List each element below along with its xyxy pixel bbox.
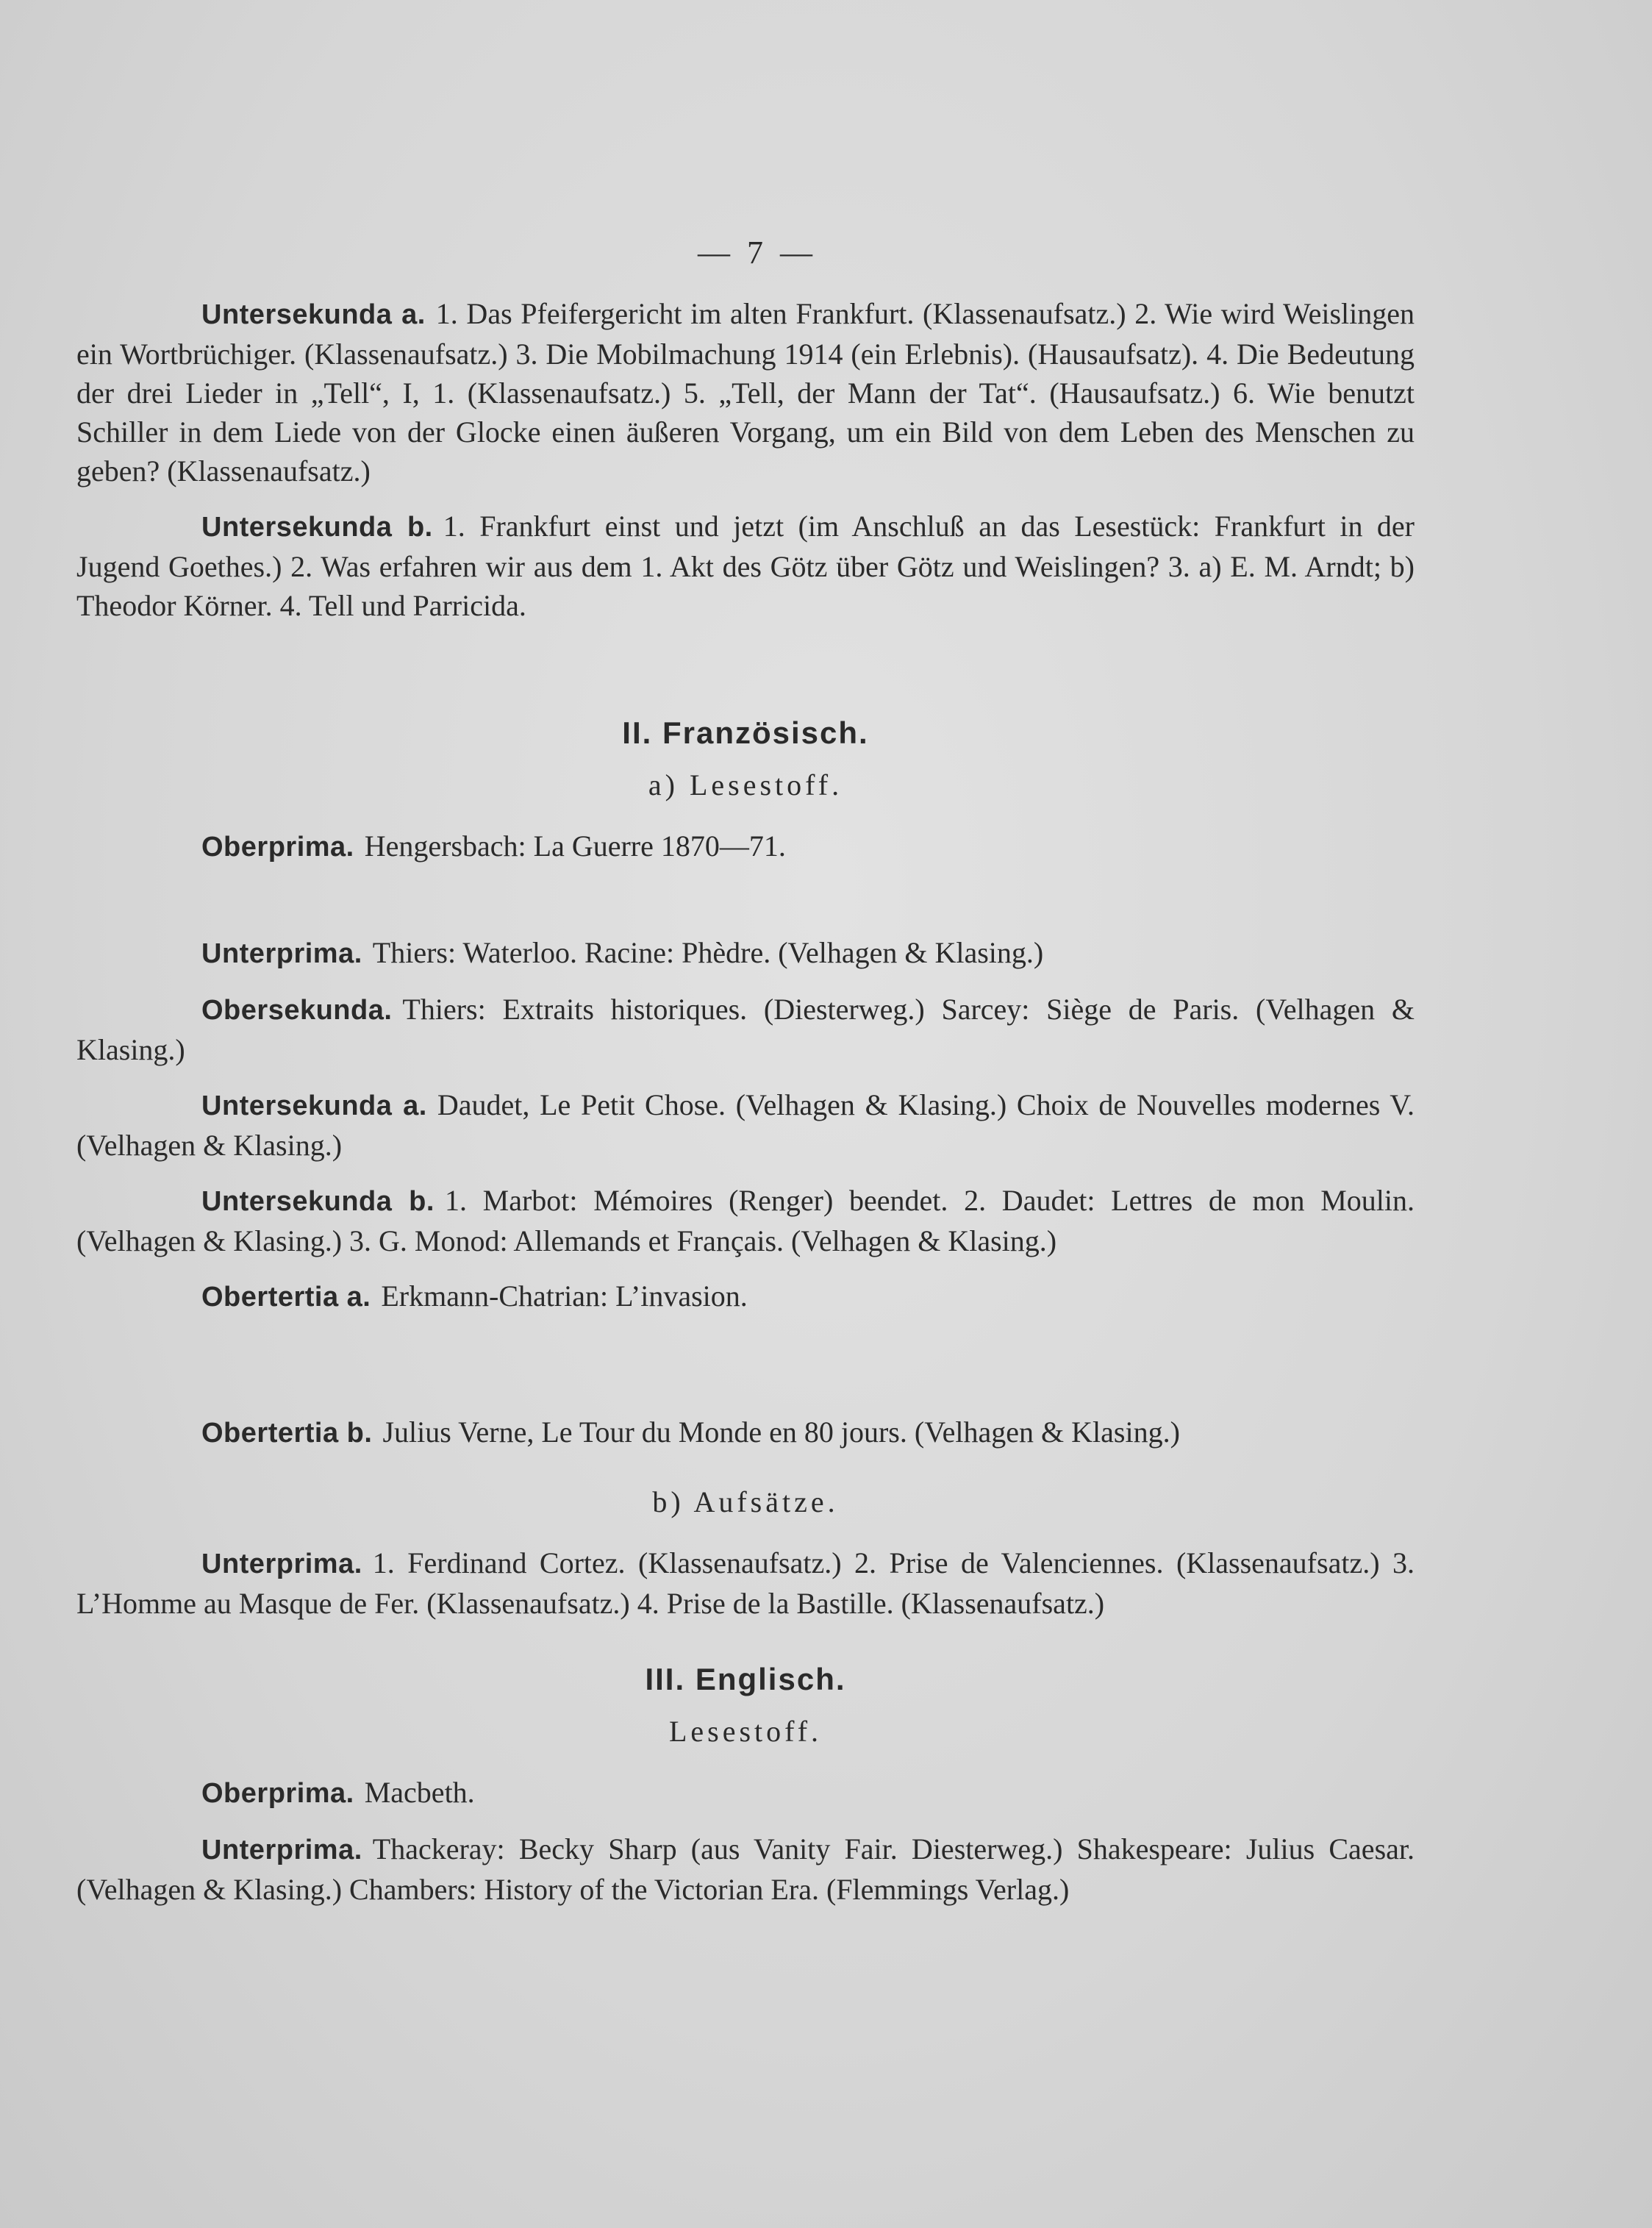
class-label: Oberprima. — [201, 832, 354, 863]
entry-text: 1. Das Pfeifergericht im alten Frankfurt. (Klassenaufsatz.) 2. Wie wird Weislingen ein Wortbrüchiger. (Klassenaufsatz.) 3. Die Mobilmachung 1914 (ein Erlebnis). (Hausaufsatz). 4. Die Bedeutung der drei Lieder in „Tell“, I, 1. (Klassenaufsatz.) 5. „Tell, der Mann der Tat“. (Hausaufsatz.) 6. Wie benutzt Schiller in dem Liede von der Glocke einen äußeren Vorgang, um ein Bild von dem Leben des Menschen zu geben? (Klassenaufsatz.) — [76, 297, 1415, 488]
entry-text: 1. Ferdinand Cortez. (Klassenaufsatz.) 2. Prise de Valenciennes. (Klassenaufsatz.) 3. L’Homme au Masque de Fer. (Klassenaufsatz.) 4. Prise de la Bastille. (Klassenaufsatz.) — [76, 1546, 1415, 1620]
entry-text: 1. Marbot: Mémoires (Renger) beendet. 2. Daudet: Lettres de mon Moulin. (Velhagen & Klasing.) 3. G. Monod: Allemands et Français. (Velhagen & Klasing.) — [76, 1184, 1415, 1257]
french-reading-obertertia-b — [76, 1413, 1415, 1453]
entry-text: Erkmann-Chatrian: L’invasion. — [381, 1279, 748, 1313]
english-reading-oberprima — [76, 1773, 1415, 1813]
class-label: Obertertia a. — [201, 1282, 371, 1313]
french-reading-subheading: a) Lesestoff. — [648, 768, 843, 801]
class-label: Untersekunda b. — [201, 1186, 435, 1217]
english-reading-unterprima — [76, 1829, 1415, 1909]
french-reading-obertertia-a — [76, 1277, 1415, 1317]
french-essays-unterprima — [76, 1543, 1415, 1623]
english-reading-subheading: Lesestoff. — [668, 1715, 823, 1748]
entry-text: Hengersbach: La Guerre 1870—71. — [364, 829, 786, 863]
entry-text: 1. Frankfurt einst und jetzt (im Anschluß an das Lesestück: Frankfurt in der Jugend Goethes.) 2. Was erfahren wir aus dem 1. Akt des Götz über Götz und Weislingen? 3. a) E. M. Arndt; b) Theodor Körner. 4. Tell und Parricida. — [76, 510, 1415, 622]
german-entry-untersekunda-a — [76, 294, 1415, 490]
page-content — [76, 294, 1415, 1925]
french-reading-oberprima — [76, 826, 1415, 867]
french-reading-unterprima — [76, 933, 1415, 974]
entry-text: Julius Verne, Le Tour du Monde en 80 jours. (Velhagen & Klasing.) — [382, 1415, 1180, 1449]
class-label: Obertertia b. — [201, 1418, 373, 1449]
class-label: Unterprima. — [201, 1835, 362, 1865]
entry-text: Thiers: Extraits historiques. (Diesterweg.) Sarcey: Siège de Paris. (Velhagen & Klasing.) — [76, 993, 1415, 1066]
class-label: Unterprima. — [201, 1549, 362, 1579]
french-heading: II. Französisch. — [622, 715, 869, 750]
class-label: Untersekunda a. — [201, 299, 426, 330]
class-label: Untersekunda b. — [201, 512, 433, 543]
class-label: Unterprima. — [201, 938, 362, 969]
class-label: Oberprima. — [201, 1778, 354, 1809]
entry-text: Thiers: Waterloo. Racine: Phèdre. (Velhagen & Klasing.) — [372, 936, 1044, 969]
english-heading: III. Englisch. — [645, 1662, 846, 1696]
entry-text: Daudet, Le Petit Chose. (Velhagen & Klasing.) Choix de Nouvelles modernes V. (Velhagen & Klasing.) — [76, 1088, 1415, 1162]
page-number: — 7 — — [698, 235, 817, 271]
french-reading-obersekunda — [76, 990, 1415, 1069]
class-label: Obersekunda. — [201, 995, 393, 1026]
french-reading-untersekunda-b — [76, 1181, 1415, 1260]
entry-text: Thackeray: Becky Sharp (aus Vanity Fair. Diesterweg.) Shakespeare: Julius Caesar. (Velhagen & Klasing.) Chambers: History of the Victorian Era. (Flemmings Verlag.) — [76, 1832, 1415, 1906]
class-label: Untersekunda a. — [201, 1090, 427, 1121]
french-essays-subheading: b) Aufsätze. — [652, 1485, 839, 1518]
german-entry-untersekunda-b — [76, 507, 1415, 625]
entry-text: Macbeth. — [364, 1776, 475, 1809]
french-reading-untersekunda-a — [76, 1085, 1415, 1165]
